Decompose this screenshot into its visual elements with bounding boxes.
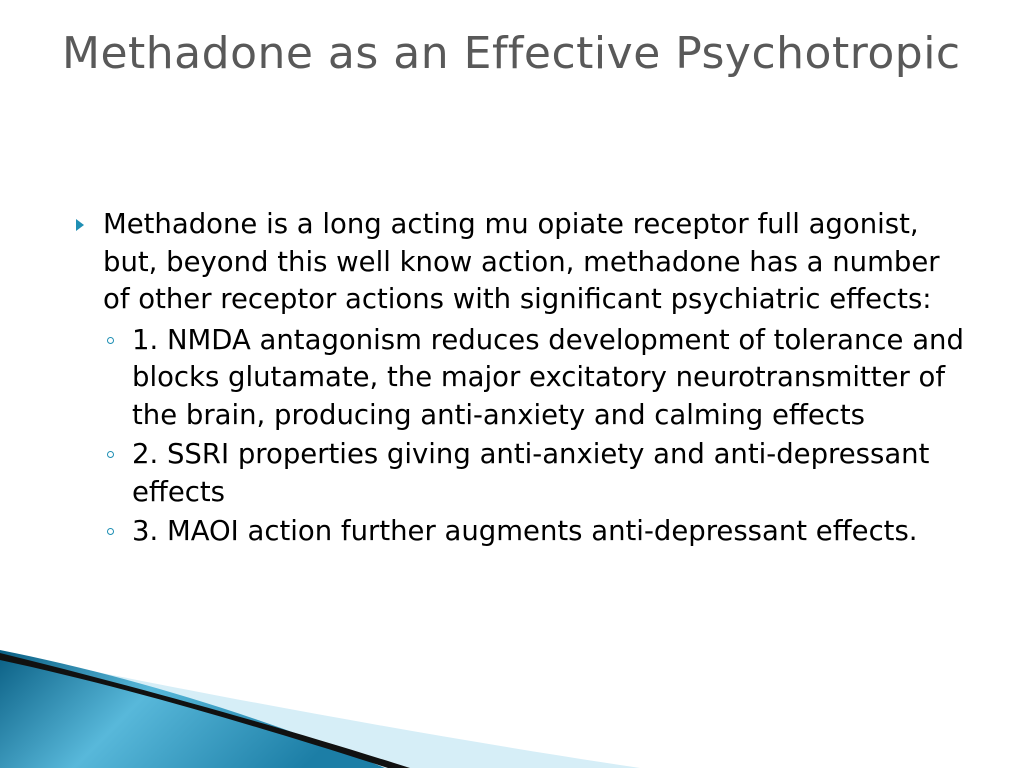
swoosh-light-band [0,652,640,768]
sub-bullet-list [76,322,966,551]
ring-bullet-icon [107,528,114,535]
sub-bullet-text: 1. NMDA antagonism reduces development of tolerance and blocks glutamate, the major excitatory neurotransmitter of the brain, producing anti-anxiety and calming effects [132,323,964,431]
slide-title: Methadone as an Effective Psychotropic [62,28,961,79]
sub-bullet-item [76,436,966,511]
sub-bullet-item [76,513,966,551]
sub-bullet-text: 2. SSRI properties giving anti-anxiety and anti-depressant effects [132,438,930,508]
slide-body [76,206,966,553]
arrow-bullet-icon [76,219,84,231]
sub-bullet-item [76,322,966,435]
swoosh-black-stripe [0,653,410,768]
ring-bullet-icon [107,337,114,344]
main-bullet [76,206,966,319]
sub-bullet-text: 3. MAOI action further augments anti-depressant effects. [132,515,918,547]
ring-bullet-icon [107,451,114,458]
main-bullet-text: Methadone is a long acting mu opiate receptor full agonist, but, beyond this well know action, methadone has a number of other receptor actions with significant psychiatric effects: [103,208,940,315]
swoosh-blue-band [0,650,385,768]
